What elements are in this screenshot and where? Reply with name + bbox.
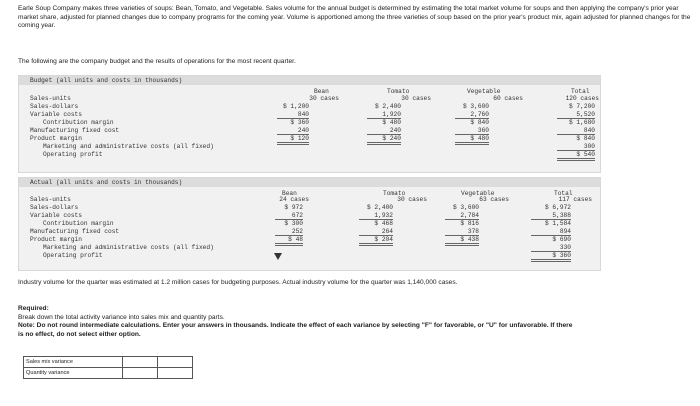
sales-mix-effect-cell[interactable] [158, 357, 193, 368]
budget-label-marketing-admin: Marketing and administrative costs (all fixed) [43, 143, 214, 150]
actual-tomato-cm: $ 468 [374, 220, 393, 227]
budget-total-cm: $ 1,680 [569, 119, 595, 126]
budget-bean-pm: $ 120 [277, 135, 309, 145]
budget-vegetable-cm: $ 840 [470, 119, 489, 126]
quantity-effect-cell[interactable] [158, 368, 193, 379]
budget-tomato-fixed: 240 [367, 127, 401, 135]
budget-tomato-pm: $ 240 [367, 135, 401, 145]
budget-col-bean: Bean [314, 88, 329, 95]
actual-vegetable-cases: 63 cases [479, 196, 509, 203]
answer-grid [23, 356, 193, 379]
budget-tomato-cases: 30 cases [401, 95, 431, 102]
budget-total-fixed: 840 [557, 127, 595, 135]
budget-col-vegetable: Vegetable [467, 88, 501, 95]
actual-label-sales-units: Sales-units [30, 196, 71, 203]
problem-intro: Earle Soup Company makes three varieties of soups: Bean, Tomato, and Vegetable. Sales volume for the annual budget is determined by estimating the total market volume for soups and then applying the company's prior year market share, adjusted for planned changes due to company programs for the coming year. Volume is apportioned among the three varieties of soup based on the prior year's product mix, again adjusted for planned changes for the coming year. [18, 5, 691, 30]
actual-col-vegetable: Vegetable [461, 190, 495, 197]
budget-bean-sales: $ 1,200 [283, 103, 309, 110]
actual-total-cases: 117 cases [558, 196, 592, 203]
actual-vegetable-variable: 2,784 [445, 212, 479, 220]
actual-bean-fixed: 252 [275, 228, 303, 236]
actual-label-manufacturing-fixed: Manufacturing fixed cost [30, 228, 120, 235]
budget-tomato-variable: 1,920 [367, 111, 401, 119]
budget-total-pm: $ 840 [576, 135, 595, 142]
budget-vegetable-cases: 60 cases [493, 95, 523, 102]
lead-sentence: The following are the company budget and the results of operations for the most recent quarter. [18, 58, 296, 65]
budget-vegetable-sales: $ 3,600 [463, 103, 489, 110]
budget-panel [18, 75, 601, 173]
actual-bean-sales: $ 972 [284, 204, 303, 211]
answer-row-sales-mix [24, 357, 193, 368]
quantity-amount-cell[interactable] [123, 368, 158, 379]
budget-col-tomato: Tomato [387, 88, 410, 95]
budget-label-contribution-margin: Contribution margin [43, 119, 114, 126]
budget-total-operating-profit: $ 540 [557, 151, 595, 161]
budget-label-product-margin: Product margin [30, 135, 82, 142]
actual-heading: Actual (all units and costs in thousands) [30, 179, 183, 186]
actual-tomato-variable: 1,932 [359, 212, 393, 220]
actual-vegetable-sales: $ 3,600 [453, 204, 479, 211]
actual-vegetable-fixed: 378 [445, 228, 479, 236]
budget-label-operating-profit: Operating profit [43, 151, 103, 158]
actual-vegetable-pm: $ 438 [445, 236, 479, 246]
actual-col-total: Total [554, 190, 573, 197]
budget-total-cases: 120 cases [565, 95, 599, 102]
budget-total-sales: $ 7,200 [569, 103, 595, 110]
budget-bean-cm: $ 360 [290, 119, 309, 126]
mouse-cursor-icon [274, 253, 282, 260]
required-section [18, 305, 578, 339]
actual-vegetable-cm: $ 816 [460, 220, 479, 227]
actual-label-marketing-admin: Marketing and administrative costs (all fixed) [43, 244, 214, 251]
actual-total-sales: $ 6,972 [545, 204, 571, 211]
answer-label-quantity: Quantity variance [24, 368, 123, 379]
actual-tomato-fixed: 264 [359, 228, 393, 236]
actual-bean-pm: $ 48 [275, 236, 303, 246]
budget-heading: Budget (all units and costs in thousands) [30, 77, 183, 84]
actual-total-cm: $ 1,584 [545, 220, 571, 227]
actual-bean-cases: 24 cases [279, 196, 309, 203]
actual-label-sales-dollars: Sales-dollars [30, 204, 79, 211]
budget-label-manufacturing-fixed: Manufacturing fixed cost [30, 127, 120, 134]
answer-row-quantity [24, 368, 193, 379]
actual-total-variable: 5,388 [531, 212, 571, 220]
sales-mix-amount-cell[interactable] [123, 357, 158, 368]
required-title: Required: [18, 305, 49, 312]
answer-table [23, 356, 193, 379]
budget-total-variable: 5,520 [557, 111, 595, 119]
required-note: Note: Do not round intermediate calculations. Enter your answers in thousands. Indicate the effect of each variance by selecting "F" for favorable, or "U" for unfavorable. If there is no effect, do not select either option. [18, 322, 573, 338]
actual-total-marketing: 330 [531, 244, 571, 252]
actual-label-product-margin: Product margin [30, 236, 82, 243]
budget-label-sales-units: Sales-units [30, 95, 71, 102]
answer-label-sales-mix: Sales mix variance [24, 357, 123, 368]
budget-label-variable-costs: Variable costs [30, 111, 82, 118]
actual-label-contribution-margin: Contribution margin [43, 220, 114, 227]
actual-tomato-sales: $ 2,400 [367, 204, 393, 211]
budget-bean-variable: 840 [277, 111, 309, 119]
budget-vegetable-fixed: 360 [455, 127, 489, 135]
budget-bean-cases: 30 cases [309, 95, 339, 102]
sales-mix-amount-input[interactable] [125, 358, 155, 367]
actual-tomato-cases: 30 cases [397, 196, 427, 203]
budget-col-total: Total [571, 88, 590, 95]
budget-vegetable-pm: $ 480 [455, 135, 489, 145]
budget-tomato-sales: $ 2,400 [375, 103, 401, 110]
actual-panel [18, 177, 601, 271]
industry-volume-note: Industry volume for the quarter was estimated at 1.2 million cases for budgeting purposes. Actual industry volume for the quarter was 1,140,000 cases. [18, 279, 458, 286]
actual-total-operating-profit: $ 360 [531, 252, 571, 262]
actual-label-operating-profit: Operating profit [43, 252, 103, 259]
budget-label-sales-dollars: Sales-dollars [30, 103, 79, 110]
actual-bean-variable: 672 [275, 212, 303, 220]
budget-bean-fixed: 240 [277, 127, 309, 135]
actual-total-fixed: 894 [531, 228, 571, 236]
sales-mix-effect-select[interactable] [160, 358, 190, 367]
budget-total-marketing: 300 [557, 143, 595, 151]
budget-vegetable-variable: 2,760 [455, 111, 489, 119]
actual-col-bean: Bean [282, 190, 297, 197]
actual-total-pm: $ 690 [552, 236, 571, 243]
quantity-amount-input[interactable] [125, 369, 155, 378]
required-task: Break down the total activity variance into sales mix and quantity parts. [18, 313, 225, 321]
actual-label-variable-costs: Variable costs [30, 212, 82, 219]
quantity-effect-select[interactable] [160, 369, 190, 378]
budget-tomato-cm: $ 480 [382, 119, 401, 126]
actual-col-tomato: Tomato [383, 190, 406, 197]
actual-bean-cm: $ 300 [284, 220, 303, 227]
actual-tomato-pm: $ 204 [359, 236, 393, 246]
